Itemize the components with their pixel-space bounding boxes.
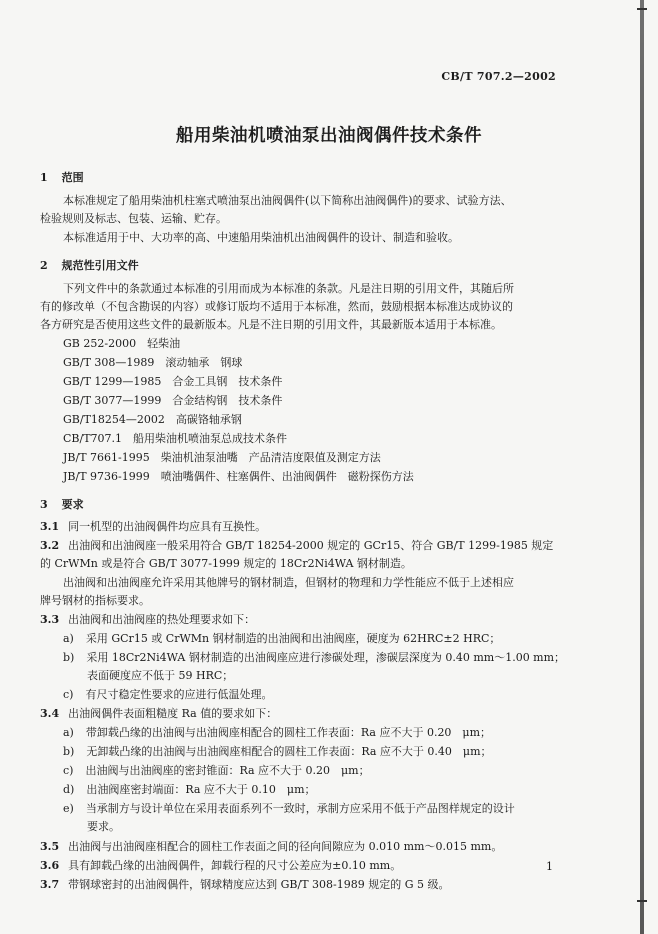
list-item	[63, 688, 272, 701]
section-number: 2	[40, 259, 48, 272]
paragraph-line: 下列文件中的条款通过本标准的引用而成为本标准的条款。凡是注日期的引用文件，其随后所	[63, 282, 514, 295]
clause-text: 出油阀偶件表面粗糙度 Ra 值的要求如下：	[68, 707, 278, 720]
paragraph-line: 检验规则及标志、包装、运输、贮存。	[40, 212, 227, 225]
clause-number: 3.4	[40, 707, 60, 720]
paragraph-line: 本标准规定了船用柴油机柱塞式喷油泵出油阀偶件(以下简称出油阀偶件)的要求、试验方法、	[63, 194, 512, 207]
list-item	[63, 651, 565, 664]
list-text: 当承制方与设计单位在采用表面系列不一致时，承制方应采用不低于产品图样规定的设计	[85, 802, 515, 815]
list-marker: b)	[63, 745, 75, 758]
list-text: 采用 GCr15 或 CrWMn 钢材制造的出油阀和出油阀座，硬度为 62HRC±2 HRC；	[85, 632, 501, 645]
list-marker: e)	[63, 802, 74, 815]
section-3-heading	[40, 498, 84, 511]
clause-3-2	[40, 539, 553, 552]
section-1-heading	[40, 171, 84, 184]
list-marker: a)	[63, 726, 74, 739]
reference-item: JB/T 7661-1995 柴油机油泵油嘴 产品清洁度限值及测定方法	[63, 451, 381, 464]
clause-3-5	[40, 840, 502, 853]
section-number: 3	[40, 498, 48, 511]
clause-3-6	[40, 859, 401, 872]
section-title: 要求	[61, 498, 84, 511]
list-text: 有尺寸稳定性要求的应进行低温处理。	[85, 688, 273, 701]
clause-3-3	[40, 613, 255, 626]
paragraph-line: 本标准适用于中、大功率的高、中速船用柴油机出油阀偶件的设计、制造和验收。	[63, 231, 459, 244]
clause-3-7	[40, 878, 450, 891]
clause-number: 3.6	[40, 859, 60, 872]
document-title: 船用柴油机喷油泵出油阀偶件技术条件	[176, 126, 482, 146]
clause-number: 3.1	[40, 520, 60, 533]
list-text: 带卸载凸缘的出油阀与出油阀座相配合的圆柱工作表面：Ra 应不大于 0.20 μm；	[85, 726, 492, 739]
list-item	[63, 783, 316, 796]
scan-edge-mark	[637, 8, 647, 10]
list-marker: a)	[63, 632, 74, 645]
paragraph-line: 表面硬度应不低于 59 HRC；	[87, 669, 234, 682]
scan-edge-mark	[637, 900, 647, 902]
paragraph-line: 要求。	[87, 820, 120, 833]
reference-item: GB/T 308—1989 滚动轴承 钢球	[63, 356, 243, 369]
reference-item: CB/T707.1 船用柴油机喷油泵总成技术条件	[63, 432, 288, 445]
list-text: 采用 18Cr2Ni4WA 钢材制造的出油阀座应进行渗碳处理，渗碳层深度为 0.40 mm～1.00 mm；	[86, 651, 566, 664]
clause-text: 具有卸载凸缘的出油阀偶件，卸载行程的尺寸公差应为±0.10 mm。	[68, 859, 402, 872]
clause-text: 带钢球密封的出油阀偶件，钢球精度应达到 GB/T 308-1989 规定的 G 5 级。	[68, 878, 450, 891]
reference-item: GB/T 1299—1985 合金工具钢 技术条件	[63, 375, 283, 388]
list-marker: b)	[63, 651, 75, 664]
section-number: 1	[40, 171, 48, 184]
list-item	[63, 802, 515, 815]
clause-text: 出油阀和出油阀座一般采用符合 GB/T 18254-2000 规定的 GCr15、符合 GB/T 1299-1985 规定	[68, 539, 554, 552]
clause-3-4	[40, 707, 277, 720]
clause-text: 同一机型的出油阀偶件均应具有互换性。	[68, 520, 267, 533]
clause-text: 出油阀与出油阀座相配合的圆柱工作表面之间的径向间隙应为 0.010 mm～0.015 mm。	[68, 840, 503, 853]
reference-item: JB/T 9736-1999 喷油嘴偶件、柱塞偶件、出油阀偶件 磁粉探伤方法	[63, 470, 414, 483]
paragraph-line: 有的修改单（不包含勘误的内容）或修订版均不适用于本标准，然而，鼓励根据本标准达成协议的	[40, 300, 513, 313]
list-text: 出油阀与出油阀座的密封锥面：Ra 应不大于 0.20 μm；	[85, 764, 370, 777]
clause-3-1	[40, 520, 266, 533]
section-2-heading	[40, 259, 139, 272]
list-marker: d)	[63, 783, 75, 796]
clause-number: 3.5	[40, 840, 60, 853]
list-item	[63, 745, 492, 758]
reference-item: GB/T 3077—1999 合金结构钢 技术条件	[63, 394, 283, 407]
paragraph-line: 的 CrWMn 或是符合 GB/T 3077-1999 规定的 18Cr2Ni4WA 钢材制造。	[40, 557, 412, 570]
list-text: 无卸载凸缘的出油阀与出油阀座相配合的圆柱工作表面：Ra 应不大于 0.40 μm；	[86, 745, 492, 758]
list-marker: c)	[63, 764, 74, 777]
clause-number: 3.3	[40, 613, 60, 626]
clause-number: 3.7	[40, 878, 60, 891]
list-item	[63, 726, 491, 739]
clause-text: 出油阀和出油阀座的热处理要求如下：	[68, 613, 256, 626]
section-title: 规范性引用文件	[61, 259, 139, 272]
paragraph-line: 牌号钢材的指标要求。	[40, 594, 150, 607]
list-item	[63, 632, 500, 645]
section-title: 范围	[61, 171, 84, 184]
reference-item: GB 252-2000 轻柴油	[63, 337, 181, 350]
list-item	[63, 764, 370, 777]
page-number: 1	[546, 860, 553, 873]
list-text: 出油阀座密封端面：Ra 应不大于 0.10 μm；	[86, 783, 316, 796]
standard-number: CB/T 707.2—2002	[441, 70, 556, 83]
reference-item: GB/T18254—2002 高碳铬轴承钢	[63, 413, 242, 426]
list-marker: c)	[63, 688, 74, 701]
clause-number: 3.2	[40, 539, 60, 552]
paragraph-line: 各方研究是否使用这些文件的最新版本。凡是不注日期的引用文件，其最新版本适用于本标准。	[40, 318, 502, 331]
paragraph-line: 出油阀和出油阀座允许采用其他牌号的钢材制造，但钢材的物理和力学性能应不低于上述相应	[63, 576, 514, 589]
